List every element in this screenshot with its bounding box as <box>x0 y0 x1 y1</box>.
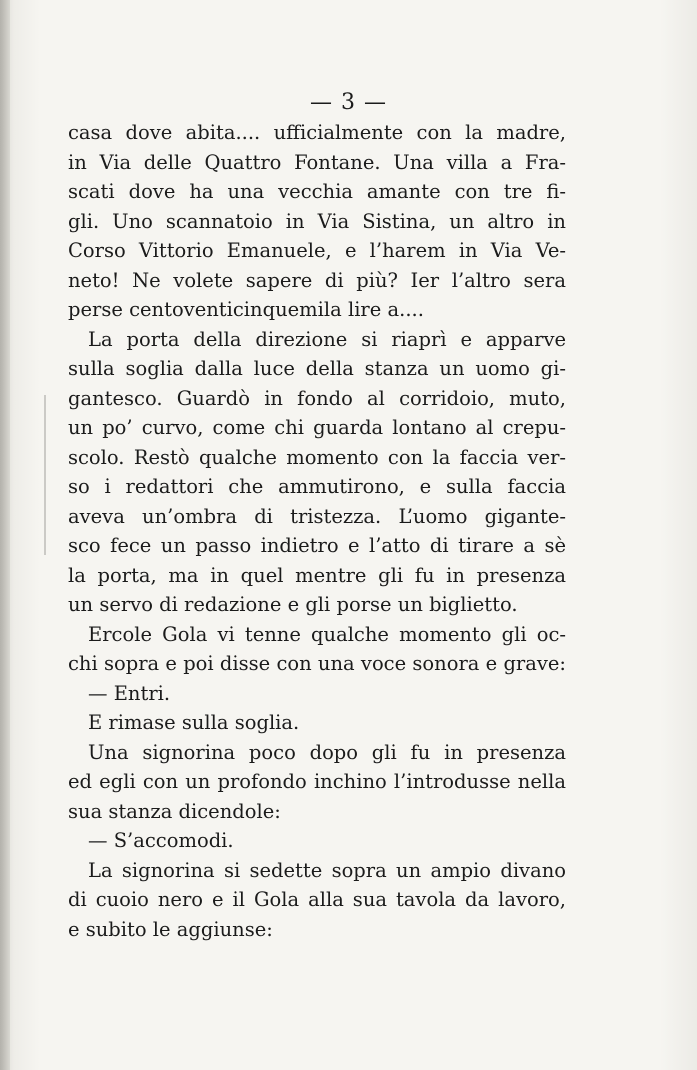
text-line: un servo di redazione e gli porse un biglietto. <box>68 593 518 616</box>
text-line: un po’ curvo, come chi guarda lontano al crepu- <box>68 416 566 439</box>
page-spine-shadow <box>0 0 10 1070</box>
text-line: La porta della direzione si riaprì e apparve <box>88 327 566 351</box>
text-line: scolo. Restò qualche momento con la faccia ver- <box>68 445 566 469</box>
text-line: perse centoventicinquemila lire a.... <box>68 298 424 321</box>
margin-pencil-mark <box>44 395 46 555</box>
text-line: gantesco. Guardò in fondo al corridoio, muto, <box>68 386 566 410</box>
text-line: neto! Ne volete sapere di più? Ier l’altro sera <box>68 268 566 292</box>
text-line: sua stanza dicendole: <box>68 799 281 823</box>
text-line: Una signorina poco dopo gli fu in presenza <box>88 740 566 764</box>
text-line: ed egli con un profondo inchino l’introdusse nella <box>68 770 566 793</box>
text-line: scati dove ha una vecchia amante con tre fi- <box>68 180 566 203</box>
text-line: gli. Uno scannatoio in Via Sistina, un altro in <box>68 209 566 233</box>
text-line: chi sopra e poi disse con una voce sonora e grave: <box>68 652 566 675</box>
text-line: La signorina si sedette sopra un ampio divano <box>88 858 566 882</box>
text-line: so i redattori che ammutirono, e sulla faccia <box>68 475 566 498</box>
text-line: e subito le aggiunse: <box>68 917 273 941</box>
text-line: — Entri. <box>88 681 171 705</box>
text-line: Ercole Gola vi tenne qualche momento gli oc- <box>88 622 566 646</box>
text-line: E rimase sulla soglia. <box>88 711 300 734</box>
text-line: Corso Vittorio Emanuele, e l’harem in Via Ve- <box>68 239 566 262</box>
body-text <box>68 118 566 944</box>
text-line: in Via delle Quattro Fontane. Una villa a Fra- <box>68 150 566 174</box>
text-line: la porta, ma in quel mentre gli fu in presenza <box>68 563 566 587</box>
text-line: casa dove abita.... ufficialmente con la madre, <box>68 121 566 144</box>
page-number: — 3 — <box>310 90 387 115</box>
text-line: — S’accomodi. <box>88 829 234 852</box>
text-line: di cuoio nero e il Gola alla sua tavola da lavoro, <box>68 888 566 911</box>
text-line: sulla soglia dalla luce della stanza un uomo gi- <box>68 357 566 380</box>
text-line: sco fece un passo indietro e l’atto di tirare a sè <box>68 534 566 557</box>
text-line: aveva un’ombra di tristezza. L’uomo gigante- <box>68 504 566 528</box>
